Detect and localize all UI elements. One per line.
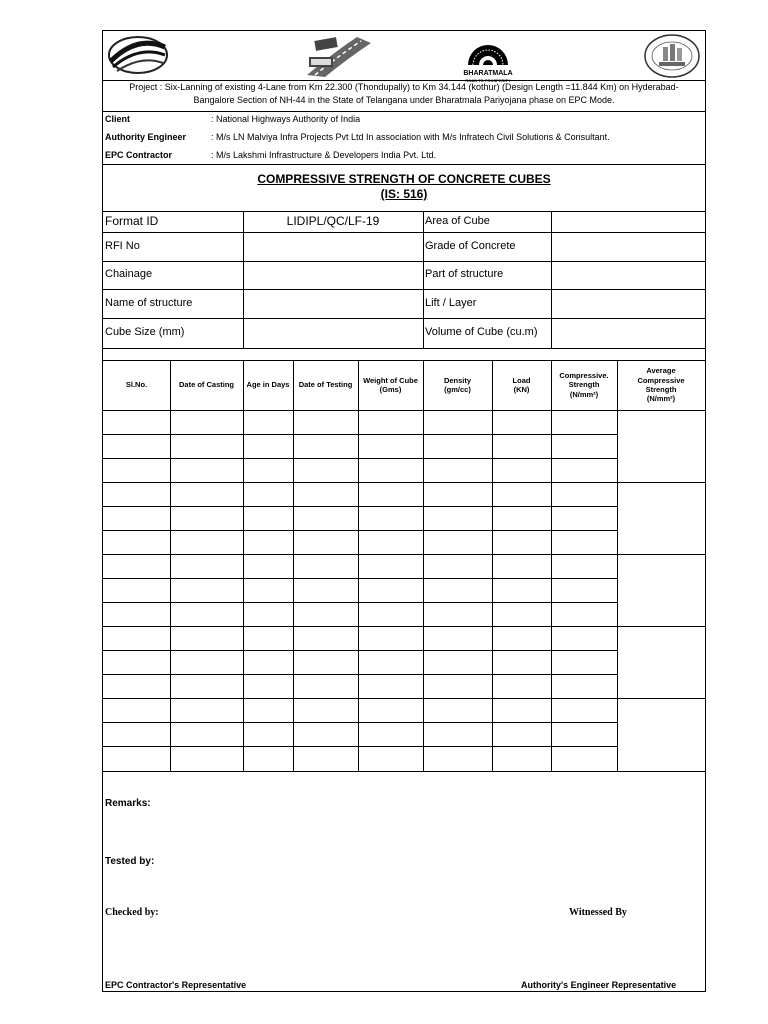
nhai-logo — [107, 33, 169, 77]
form-title-main: COMPRESSIVE STRENGTH OF CONCRETE CUBES — [257, 172, 551, 186]
bharatmala-name: BHARATMALA — [463, 70, 513, 77]
bharatmala-logo — [455, 35, 521, 83]
bharatmala-tagline: ROAD TO PROSPERITY — [465, 78, 511, 83]
epc-representative-label: EPC Contractor's Representative — [105, 980, 247, 990]
epc-contractor-value: : M/s Lakshmi Infrastructure & Developers India Pvt. Ltd. — [211, 150, 437, 160]
cube-size-field[interactable] — [244, 319, 423, 348]
tested-by-label: Tested by: — [105, 856, 155, 867]
volume-of-cube-label: Volume of Cube (cu.m) — [425, 326, 538, 338]
format-id-value: LIDIPL/QC/LF-19 — [286, 214, 380, 228]
volume-of-cube-field[interactable] — [552, 319, 704, 348]
remarks-label: Remarks: — [105, 798, 151, 809]
witnessed-by-label: Witnessed By — [569, 907, 627, 918]
ae-representative-label: Authority's Engineer Representative — [521, 980, 677, 990]
client-value: : National Highways Authority of India — [211, 114, 361, 124]
header-sl-no: Sl.No. — [125, 380, 148, 390]
form-title-standard: (IS: 516) — [380, 187, 428, 201]
name-of-structure-label: Name of structure — [105, 297, 193, 309]
rfi-no-field[interactable] — [244, 233, 423, 261]
part-of-structure-label: Part of structure — [425, 268, 504, 280]
authority-engineer-value: : M/s LN Malviya Infra Projects Pvt Ltd In association with M/s Infratech Civil Solutions & Consultant. — [211, 132, 610, 142]
header-load: Load (KN) — [512, 375, 531, 394]
header-date-of-casting: Date of Casting — [178, 380, 234, 390]
format-id-label: Format ID — [105, 214, 159, 228]
header-average-compressive-strength: Average Compressive Strength (N/mm²) — [637, 366, 685, 404]
area-of-cube-field[interactable] — [552, 212, 704, 232]
header-density: Density (gm/cc) — [443, 375, 472, 394]
grade-of-concrete-label: Grade of Concrete — [425, 240, 516, 252]
project-line-1: Project : Six-Lanning of existing 4-Lane from Km 22.300 (Thondupally) to Km 34.144 (kothur) (Design Length =11.844 Km) on Hyderabad- — [129, 82, 679, 92]
form-title — [103, 172, 705, 202]
chainage-field[interactable] — [244, 262, 423, 289]
header-age-in-days: Age in Days — [246, 380, 290, 390]
checked-by-label: Checked by: — [105, 907, 159, 918]
chainage-label: Chainage — [105, 268, 153, 280]
area-of-cube-label: Area of Cube — [425, 215, 490, 227]
header-weight-of-cube: Weight of Cube (Gms) — [363, 375, 418, 394]
project-description — [103, 81, 705, 107]
form-sheet — [102, 30, 706, 992]
grade-of-concrete-field[interactable] — [552, 233, 704, 261]
part-of-structure-field[interactable] — [552, 262, 704, 289]
authority-engineer-label: Authority Engineer — [105, 132, 187, 142]
lift-layer-field[interactable] — [552, 290, 704, 318]
epc-contractor-label: EPC Contractor — [105, 150, 173, 160]
cube-size-label: Cube Size (mm) — [105, 326, 185, 338]
project-line-2: Bangalore Section of NH-44 in the State of Telangana under Bharatmala Pariyojana phase on EPC Mode. — [193, 95, 615, 105]
lift-layer-label: Lift / Layer — [425, 297, 477, 309]
ln-malviya-seal — [643, 33, 701, 79]
header-date-of-testing: Date of Testing — [298, 380, 353, 390]
rfi-no-label: RFI No — [105, 240, 140, 252]
header-compressive-strength: Compressive. Strength (N/mm²) — [559, 370, 609, 399]
road-logo — [307, 35, 371, 77]
client-label: Client — [105, 114, 131, 124]
name-of-structure-field[interactable] — [244, 290, 423, 318]
